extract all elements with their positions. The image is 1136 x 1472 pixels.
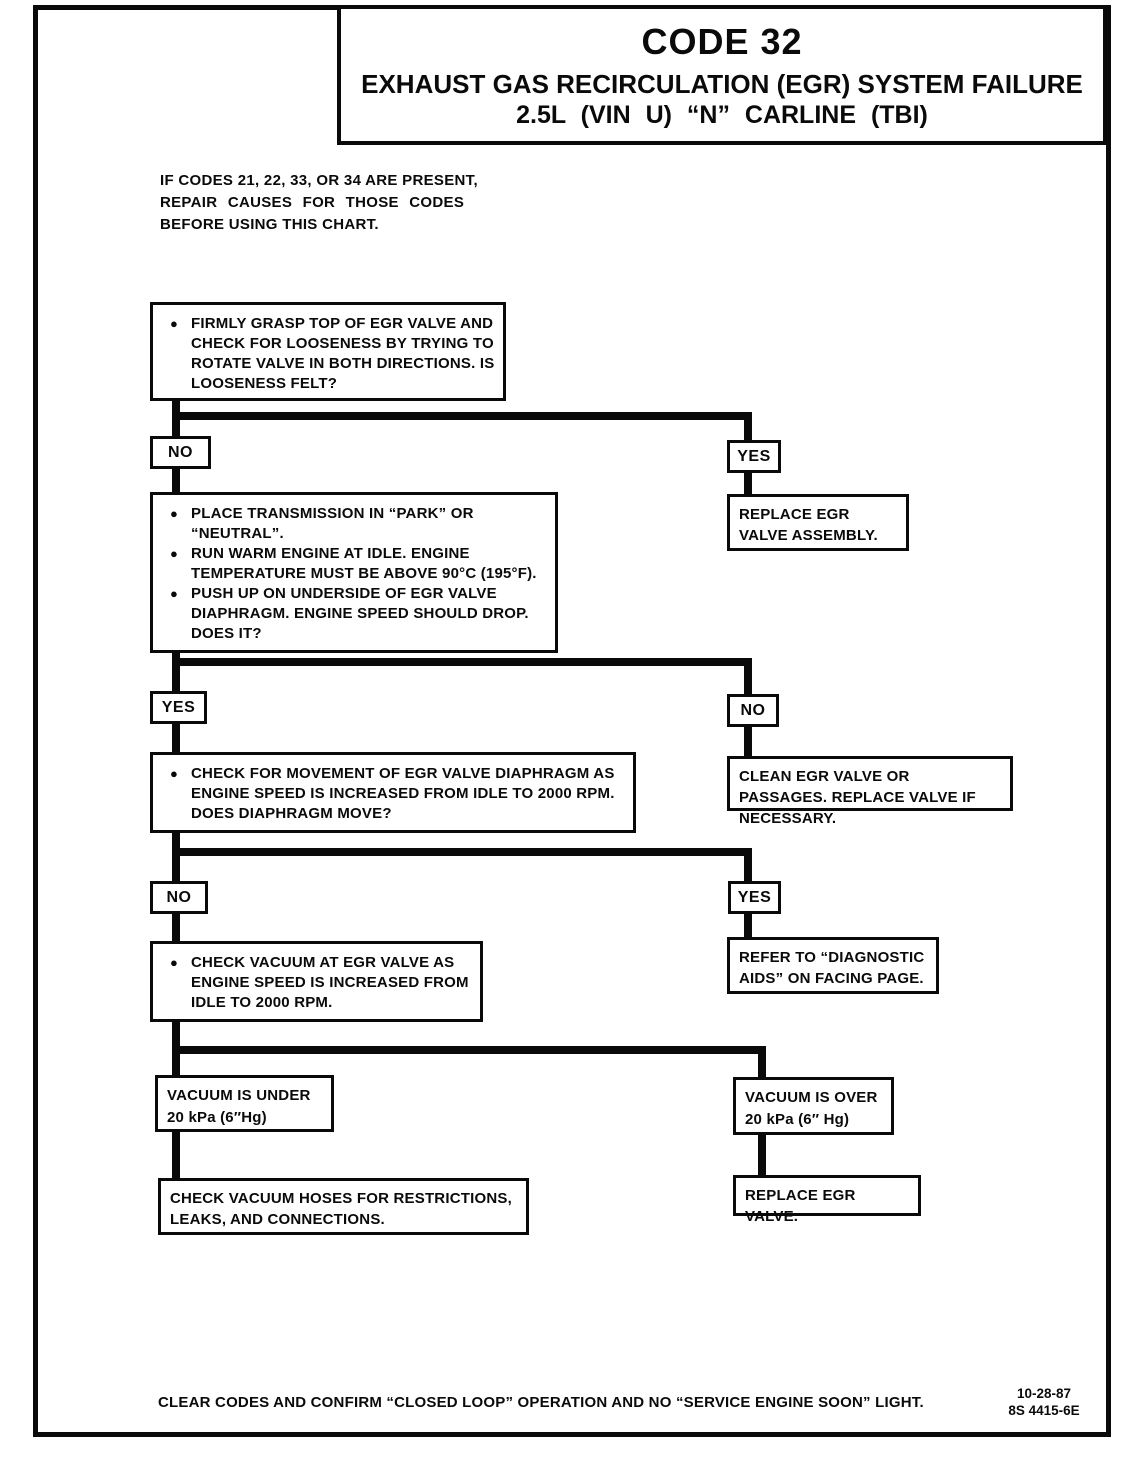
bullet-icon: ● [169, 316, 179, 331]
connector [758, 1131, 766, 1178]
action-text: CLEAN EGR VALVE OR PASSAGES. REPLACE VALVE IF NECESSARY. [739, 768, 976, 827]
connector [758, 1046, 766, 1080]
decision-label: YES [737, 888, 772, 906]
action-text: REFER TO “DIAGNOSTIC AIDS” ON FACING PAGE. [739, 949, 925, 987]
connector [172, 1128, 180, 1181]
step-text: CHECK VACUUM AT EGR VALVE AS ENGINE SPEED IS INCREASED FROM IDLE TO 2000 RPM. [191, 954, 469, 1011]
decision-no-2 [727, 694, 779, 727]
step-grasp-egr-valve [150, 302, 506, 401]
condition-text: VACUUM IS UNDER 20 kPa (6″Hg) [167, 1087, 311, 1126]
connector [172, 1046, 766, 1054]
connector [744, 848, 752, 884]
connector [744, 724, 752, 760]
connector [172, 721, 180, 755]
condition-vacuum-under [155, 1075, 334, 1132]
step-bullet-text: PLACE TRANSMISSION IN “PARK” OR “NEUTRAL”. [191, 505, 474, 542]
bullet-icon: ● [169, 766, 179, 781]
bullet-icon: ● [169, 955, 179, 970]
step-check-diaphragm-movement [150, 752, 636, 833]
footer-reference [996, 1385, 1092, 1419]
action-text: REPLACE EGR VALVE. [745, 1187, 856, 1225]
intro-note [160, 170, 505, 236]
decision-yes-3 [728, 881, 781, 914]
decision-no-1 [150, 436, 211, 469]
step-bullet-text: RUN WARM ENGINE AT IDLE. ENGINE TEMPERATURE MUST BE ABOVE 90°C (195°F). [191, 545, 537, 582]
bullet-icon: ● [169, 586, 179, 601]
connector [172, 911, 180, 944]
page-subtitle-1: EXHAUST GAS RECIRCULATION (EGR) SYSTEM FAILURE [361, 69, 1083, 99]
footer-doc-number: 8S 4415-6E [1008, 1403, 1080, 1418]
action-check-vacuum-hoses [158, 1178, 529, 1235]
action-refer-diagnostic-aids [727, 937, 939, 994]
title-box [337, 5, 1107, 145]
decision-no-3 [150, 881, 208, 914]
action-text: REPLACE EGR VALVE ASSEMBLY. [739, 506, 878, 544]
page-title: CODE 32 [641, 21, 803, 62]
action-replace-egr-valve-assembly [727, 494, 909, 551]
decision-label: YES [737, 447, 771, 465]
action-replace-egr-valve [733, 1175, 921, 1225]
connector [172, 412, 752, 420]
connector [172, 650, 180, 694]
action-clean-egr-valve [727, 756, 1013, 827]
connector [172, 830, 180, 884]
step-bullet-text: PUSH UP ON UNDERSIDE OF EGR VALVE DIAPHRAGM. ENGINE SPEED SHOULD DROP. DOES IT? [191, 585, 529, 642]
connector [744, 911, 752, 940]
step-text: CHECK FOR MOVEMENT OF EGR VALVE DIAPHRAGM AS ENGINE SPEED IS INCREASED FROM IDLE TO 2000 RPM. DOES DIAPHRAGM MOVE? [191, 765, 615, 822]
bullet-icon: ● [169, 506, 179, 521]
bullet-icon: ● [169, 546, 179, 561]
step-transmission-idle-diaphragm [150, 492, 558, 653]
decision-label: NO [166, 888, 192, 906]
connector [172, 658, 752, 666]
intro-line-1: IF CODES 21, 22, 33, OR 34 ARE PRESENT, [160, 172, 478, 189]
connector [172, 848, 752, 856]
connector [744, 658, 752, 698]
condition-text: VACUUM IS OVER 20 kPa (6″ Hg) [745, 1089, 878, 1128]
footer-note: CLEAR CODES AND CONFIRM “CLOSED LOOP” OPERATION AND NO “SERVICE ENGINE SOON” LIGHT. [158, 1394, 924, 1411]
step-text: FIRMLY GRASP TOP OF EGR VALVE AND CHECK FOR LOOSENESS BY TRYING TO ROTATE VALVE IN BOTH DIRECTIONS. IS LOOSENESS FELT? [191, 315, 495, 392]
decision-label: NO [168, 443, 193, 461]
action-text: CHECK VACUUM HOSES FOR RESTRICTIONS, LEAKS, AND CONNECTIONS. [170, 1190, 512, 1228]
decision-yes-2 [150, 691, 207, 724]
step-check-vacuum [150, 941, 483, 1022]
page-subtitle-2: 2.5L (VIN U) “N” CARLINE (TBI) [516, 101, 928, 129]
decision-yes-1 [727, 440, 781, 473]
decision-label: NO [740, 701, 766, 719]
intro-line-3: BEFORE USING THIS CHART. [160, 216, 379, 233]
intro-line-2: REPAIR CAUSES FOR THOSE CODES [160, 194, 465, 211]
condition-vacuum-over [733, 1077, 894, 1135]
decision-label: YES [161, 698, 196, 716]
footer-date: 10-28-87 [1016, 1386, 1072, 1401]
